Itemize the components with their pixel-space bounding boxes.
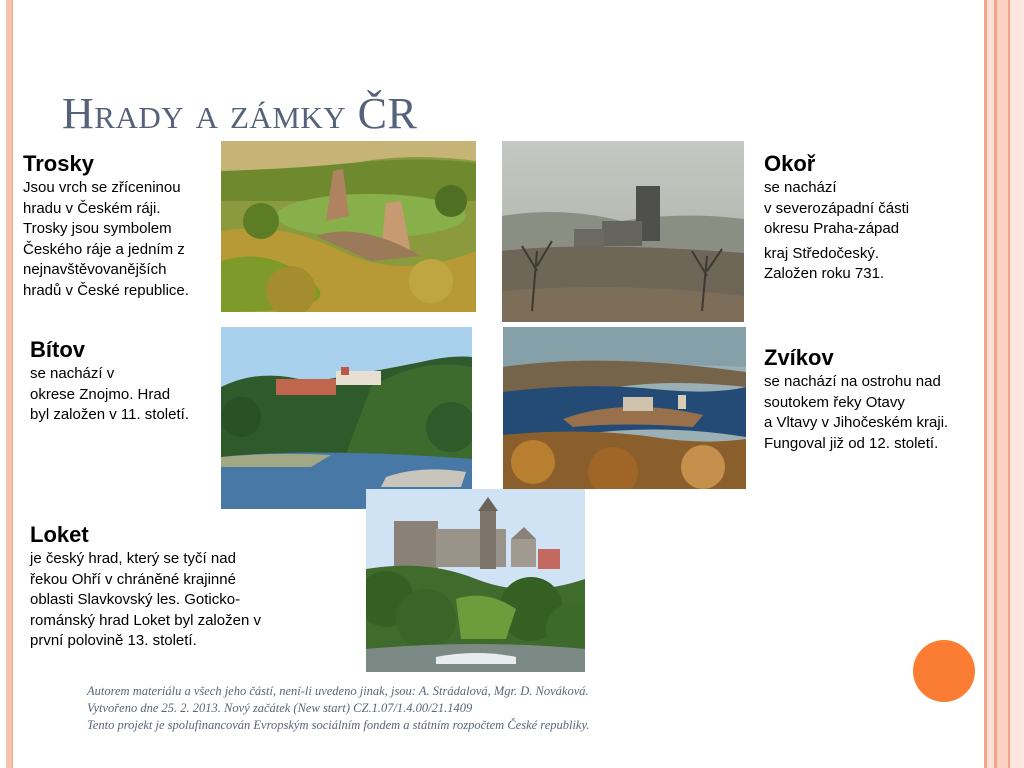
footer-line: Tento projekt je spolufinancován Evropským sociálním fondem a státním rozpočtem České republiky. (87, 718, 590, 732)
castle-okor-line: Založen roku 731. (764, 265, 885, 282)
castle-okor-line: okresu Praha-západ (764, 220, 900, 237)
zvikov-photo (503, 327, 746, 489)
slide-title: Hrady a zámky ČR (62, 89, 418, 138)
orange-accent-circle (913, 640, 975, 702)
castle-okor-line: kraj Středočeský. (764, 244, 880, 262)
castle-loket-line: je český hrad, který se tyčí nad (30, 550, 236, 567)
castle-trosky-line: hradů v České republice. (23, 281, 189, 299)
castle-trosky-line: Českého ráje a jedním z (23, 240, 185, 258)
castle-trosky-line: Trosky jsou symbolem (23, 220, 172, 237)
castle-trosky-text (23, 150, 189, 301)
castle-loket-line: románský hrad Loket byl založen v (30, 611, 261, 629)
footer-line: Vytvořeno dne 25. 2. 2013. Nový začátek (New start) CZ.1.07/1.4.00/21.1409 (87, 701, 473, 715)
castle-bitov-name: Bítov (30, 337, 85, 362)
castle-loket-line: první polovině 13. století. (30, 632, 197, 649)
bitov-photo (221, 327, 472, 509)
footer-credits (87, 683, 589, 734)
left-border-decoration (6, 0, 13, 768)
castle-okor-line: se nachází (764, 179, 837, 196)
castle-zvikov-name: Zvíkov (764, 345, 834, 370)
castle-bitov-line: se nachází v (30, 365, 115, 382)
right-border-decoration (978, 0, 1024, 768)
castle-trosky-line: nejnavštěvovanějších (23, 261, 167, 278)
castle-bitov-line: okrese Znojmo. Hrad (30, 385, 171, 403)
castle-zvikov-line: a Vltavy v Jihočeském kraji. (764, 414, 949, 431)
castle-loket-text (30, 521, 261, 652)
okor-photo (502, 141, 744, 322)
castle-trosky-line: Jsou vrch se zříceninou (23, 179, 181, 196)
castle-bitov-line: byl založen v 11. století. (30, 406, 189, 423)
castle-loket-line: řekou Ohří v chráněné krajinné (30, 570, 236, 588)
castle-trosky-name: Trosky (23, 151, 94, 176)
castle-bitov-text (30, 336, 189, 426)
trosky-photo (221, 141, 476, 312)
castle-zvikov-line: soutokem řeky Otavy (764, 393, 905, 411)
castle-zvikov-line: se nachází na ostrohu nad (764, 373, 941, 390)
castle-loket-name: Loket (30, 522, 89, 547)
castle-loket-line: oblasti Slavkovský les. Goticko- (30, 591, 241, 608)
castle-zvikov-text (764, 344, 948, 454)
castle-okor-text (764, 150, 909, 285)
castle-okor-name: Okoř (764, 151, 816, 176)
castle-trosky-line: hradu v Českém ráji. (23, 199, 161, 217)
castle-okor-line: v severozápadní části (764, 199, 910, 217)
castle-zvikov-line: Fungoval již od 12. století. (764, 434, 939, 452)
loket-photo (366, 489, 585, 672)
footer-line: Autorem materiálu a všech jeho částí, není-li uvedeno jinak, jsou: A. Strádalová, Mgr. D. Nováková. (87, 684, 589, 698)
